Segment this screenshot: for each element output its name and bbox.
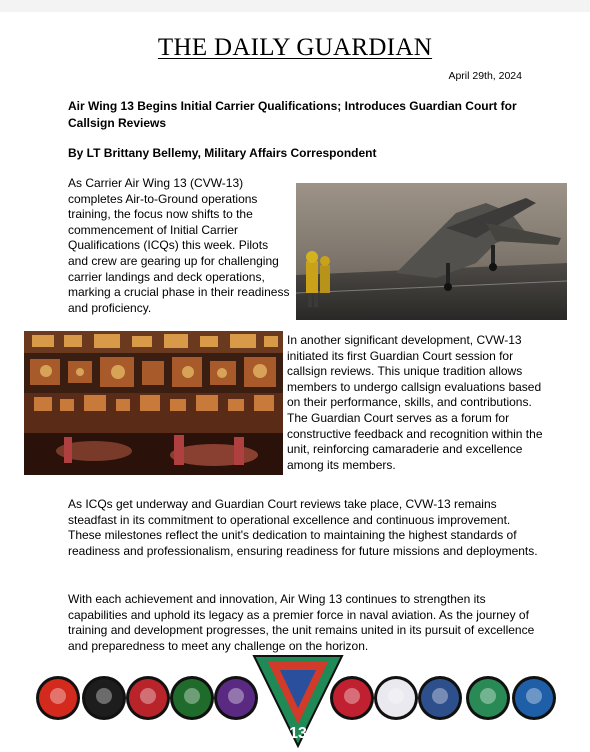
- page-top-bar: [0, 0, 590, 12]
- paragraph-1: As Carrier Air Wing 13 (CVW-13) completes Air-to-Ground operations training, the focus now shifts to the commencement of Initial Carrier Qualifications (ICQs) this week. Pilots and crew are gearing up for challenging carrier landings and deck operations, marking a crucial phase in their readiness and proficiency.: [68, 176, 290, 315]
- squadron-patch: [374, 676, 418, 720]
- cvw13-center-patch: [254, 656, 342, 746]
- squadron-patch-strip: [36, 648, 556, 748]
- patch-emblem: [526, 688, 542, 704]
- patch-emblem: [388, 688, 404, 704]
- squadron-patch: [36, 676, 80, 720]
- article-headline: Air Wing 13 Begins Initial Carrier Qualifications; Introduces Guardian Court for Callsign Reviews: [68, 99, 517, 130]
- patch-emblem: [96, 688, 112, 704]
- center-number: 13: [289, 725, 307, 742]
- masthead-title: THE DAILY GUARDIAN: [157, 34, 433, 61]
- squadron-patch: [466, 676, 510, 720]
- issue-date: April 29th, 2024: [448, 70, 522, 82]
- patch-emblem: [184, 688, 200, 704]
- squadron-patch: [330, 676, 374, 720]
- paragraph-3: As ICQs get underway and Guardian Court reviews take place, CVW-13 remains steadfast in its commitment to operational excellence and continuous improvement. These milestones reflect the unit's dedication to maintaining the highest standards of readiness and professionalism, ensuring readiness for future missions and deployments.: [68, 497, 538, 558]
- article-byline: By LT Brittany Bellemy, Military Affairs Correspondent: [68, 146, 377, 160]
- paragraph-4: With each achievement and innovation, Air Wing 13 continues to strengthen its capabilities and uphold its legacy as a premier force in naval aviation. As the journey of training and development progresses, the unit remains united in its pursuit of excellence and preparedness to meet any challenge on the horizon.: [68, 592, 535, 653]
- patch-emblem: [432, 688, 448, 704]
- squadron-patch: [126, 676, 170, 720]
- ready-room-bar-photo: [24, 331, 283, 475]
- newspaper-masthead: [0, 34, 590, 62]
- squadron-patch: [170, 676, 214, 720]
- squadron-patch: [418, 676, 462, 720]
- squadron-patch: [82, 676, 126, 720]
- patch-emblem: [140, 688, 156, 704]
- squadron-patch: [214, 676, 258, 720]
- patch-emblem: [344, 688, 360, 704]
- paragraph-2: In another significant development, CVW-13 initiated its first Guardian Court session for callsign reviews. This unique tradition allows members to undergo callsign evaluations based on their performance, skills, and contributions. The Guardian Court serves as a forum for constructive feedback and recognition within the unit, reinforcing camaraderie and excellence among its members.: [287, 333, 543, 472]
- patch-emblem: [228, 688, 244, 704]
- patch-emblem: [480, 688, 496, 704]
- squadron-patch: [512, 676, 556, 720]
- patch-emblem: [50, 688, 66, 704]
- carrier-jet-photo: [296, 183, 567, 320]
